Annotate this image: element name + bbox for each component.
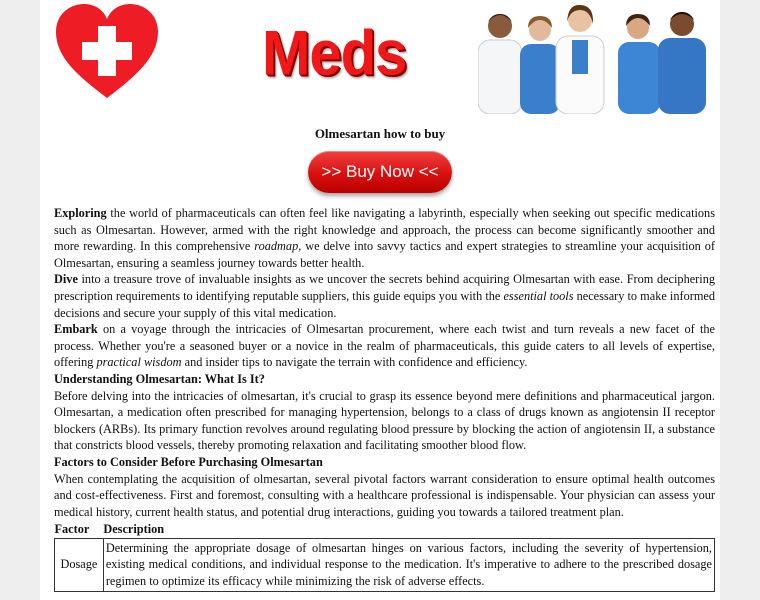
section-heading: Understanding Olmesartan: What Is It? [54, 371, 265, 386]
buy-now-button[interactable]: >> Buy Now << [308, 151, 452, 193]
intro-paragraph [54, 271, 715, 321]
lead-word: Exploring [54, 206, 107, 220]
factor-cell: Dosage [55, 538, 104, 591]
section-paragraph: When contemplating the acquisition of olmesartan, several pivotal factors warrant consideration to ensure optimal health outcomes and cost-effectiveness. First and foremost, consulting with a healthcare professional is indispensable. Your physician can assess your medical history, current health status, and potential drug interactions, guiding you towards a tailored treatment plan. [54, 471, 715, 519]
emphasis-text: practical wisdom [96, 355, 182, 370]
medical-team-photo [478, 2, 716, 114]
page-container [40, 0, 720, 600]
emphasis-text: roadmap [254, 239, 299, 254]
paragraph-text: necessary to make informed decisions and secure your supply of this vital medication. [54, 288, 715, 320]
page-title: Olmesartan how to buy [314, 126, 446, 141]
lead-word: Dive [54, 272, 78, 287]
section-paragraph: Before delving into the intricacies of olmesartan, it's crucial to grasp its essence beyond mere definitions and pharmaceutical jargon. Olmesartan, a medication often prescribed for managing hypertension, belongs to a class of drugs known as angiotensin II receptor blockers (ARBs). Its primary function revolves around regulating blood pressure by blocking the action of angiotensin II, a substance that constricts blood vessels, thereby promoting relaxation and facilitating smoother blood flow. [54, 388, 715, 453]
factors-table [54, 521, 715, 591]
lead-word: Embark [54, 322, 98, 337]
emphasis-text: essential tools [503, 288, 574, 303]
article-content [54, 205, 715, 592]
section-heading: Factors to Consider Before Purchasing Olmesartan [54, 454, 323, 469]
paragraph-text: the world of pharmaceuticals can often feel like navigating a labyrinth, especially when seeking out specific medications such as Olmesartan. However, armed with the right knowledge and approach, the process can become significantly smoother and more rewarding. In this comprehensive [54, 206, 715, 254]
paragraph-text: and insider tips to navigate the terrain with confidence and efficiency. [181, 355, 528, 370]
column-header-description: Description [103, 522, 165, 537]
table-header-row [55, 521, 715, 538]
column-header-factor: Factor [54, 522, 90, 537]
intro-paragraph [54, 321, 715, 371]
paragraph-text: into a treasure trove of invaluable insights as we uncover the secrets behind acquiring Olmesartan with ease. From deciphering prescription requirements to identifying reputable suppliers, this guide equips you with the [54, 272, 715, 303]
site-banner [40, 0, 720, 118]
paragraph-text: on a voyage through the intricacies of Olmesartan procurement, where each twist and turn reveals a new facet of the process. Whether you're a seasoned buyer or a novice in the realm of pharmaceuticals, this guide caters to all levels of expertise, offering [54, 322, 715, 370]
table-row [55, 538, 715, 591]
paragraph-text: , we delve into savvy tactics and expert strategies to streamline your acquisition of Olmesartan, ensuring a seamless journey towards better health. [54, 239, 715, 270]
heart-cross-icon [54, 4, 160, 100]
intro-paragraph [54, 205, 715, 271]
description-cell: Determining the appropriate dosage of olmesartan hinges on various factors, including the severity of hypertension, existing medical conditions, and individual response to the medication. It's imperative to adhere to the prescribed dosage regimen to optimize its efficacy while minimizing the risk of adverse effects. [103, 538, 714, 591]
site-logo: Meds [262, 18, 407, 89]
